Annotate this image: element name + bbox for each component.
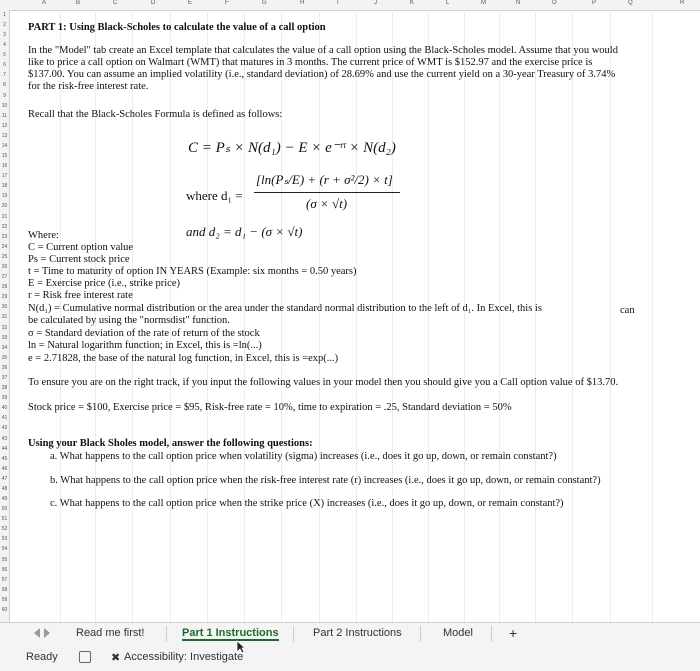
column-k[interactable]: K (410, 0, 415, 6)
can-word: can (620, 305, 635, 316)
intro-line: $137.00. You can assume an implied volatility (i.e., standard deviation) of 28.69% and use the current yield on a 30-year Treasury of 3.74% (28, 69, 616, 80)
row-number[interactable]: 24 (1, 244, 8, 250)
row-header (0, 10, 10, 622)
row-number[interactable]: 1 (3, 12, 6, 18)
definition-item: σ = Standard deviation of the rate of return of the stock (28, 328, 260, 339)
questions-heading: Using your Black Sholes model, answer the following questions: (28, 438, 313, 449)
intro-line: In the "Model" tab create an Excel template that calculates the value of a call option using the Black-Scholes model. Assume that you would (28, 45, 618, 56)
row-number[interactable]: 6 (3, 62, 6, 68)
row-number[interactable]: 40 (1, 405, 8, 411)
row-number[interactable]: 13 (1, 133, 8, 139)
ready-status: Ready (26, 651, 58, 663)
mouse-cursor-icon (236, 640, 246, 654)
row-number[interactable]: 10 (1, 103, 8, 109)
row-number[interactable]: 56 (1, 567, 8, 573)
column-o[interactable]: O (552, 0, 557, 6)
column-h[interactable]: H (300, 0, 305, 6)
row-number[interactable]: 35 (1, 355, 8, 361)
macro-record-icon[interactable] (79, 651, 91, 663)
row-number[interactable]: 20 (1, 203, 8, 209)
definition-item: t = Time to maturity of option IN YEARS (Example: six months = 0.50 years) (28, 266, 357, 277)
gridline (464, 10, 465, 622)
check-text: To ensure you are on the right track, if you input the following values in your model then you should give you a Call option value of $13.70. (28, 377, 619, 388)
row-number[interactable]: 50 (1, 506, 8, 512)
tab-scroll-left-icon[interactable] (34, 628, 40, 638)
column-d[interactable]: D (151, 0, 156, 6)
column-header (0, 0, 700, 11)
row-number[interactable]: 49 (1, 496, 8, 502)
gridline (428, 10, 429, 622)
row-number[interactable]: 17 (1, 173, 8, 179)
definition-item: ln = Natural logarithm function; in Excel, this is =ln(...) (28, 340, 262, 351)
column-c[interactable]: C (113, 0, 118, 6)
add-sheet-button[interactable]: + (509, 625, 518, 641)
row-number[interactable]: 16 (1, 163, 8, 169)
row-number[interactable]: 23 (1, 234, 8, 240)
row-number[interactable]: 9 (3, 93, 6, 99)
tab-model[interactable]: Model (443, 627, 473, 639)
column-n[interactable]: N (516, 0, 521, 6)
row-number[interactable]: 51 (1, 516, 8, 522)
column-j[interactable]: J (374, 0, 377, 6)
row-number[interactable]: 29 (1, 294, 8, 300)
row-number[interactable]: 30 (1, 304, 8, 310)
row-number[interactable]: 31 (1, 314, 8, 320)
column-g[interactable]: G (262, 0, 267, 6)
gridline (281, 10, 282, 622)
column-q[interactable]: Q (628, 0, 633, 6)
tab-divider (491, 626, 492, 642)
definition-item: N(d₁) = Cumulative normal distribution or the area under the standard normal distribution to the left of d₁. In Excel, this is (28, 303, 542, 314)
tab-divider (166, 626, 167, 642)
row-number[interactable]: 18 (1, 183, 8, 189)
row-number[interactable]: 5 (3, 52, 6, 58)
row-number[interactable]: 44 (1, 446, 8, 452)
definition-item: r = Risk free interest rate (28, 290, 133, 301)
row-number[interactable]: 38 (1, 385, 8, 391)
intro-line: for the risk-free interest rate. (28, 81, 149, 92)
row-number[interactable]: 42 (1, 425, 8, 431)
section-heading: PART 1: Using Black-Scholes to calculate the value of a call option (28, 22, 326, 33)
gridline (535, 10, 536, 622)
row-number[interactable]: 36 (1, 365, 8, 371)
column-i[interactable]: I (337, 0, 339, 6)
row-number[interactable]: 15 (1, 153, 8, 159)
d1-numerator: [ln(Pₛ/E) + (r + σ²/2) × t] (256, 172, 393, 187)
row-number[interactable]: 22 (1, 224, 8, 230)
row-number[interactable]: 7 (3, 72, 6, 78)
question-b: b. What happens to the call option price when the risk-free interest rate (r) increases (i.e., does it go up, down, or remain constant?) (50, 475, 601, 486)
row-number[interactable]: 41 (1, 415, 8, 421)
gridline (572, 10, 573, 622)
row-number[interactable]: 39 (1, 395, 8, 401)
row-number[interactable]: 46 (1, 466, 8, 472)
tab-part-2-instructions[interactable]: Part 2 Instructions (313, 627, 402, 639)
row-number[interactable]: 48 (1, 486, 8, 492)
column-p[interactable]: P (592, 0, 597, 6)
row-number[interactable]: 47 (1, 476, 8, 482)
row-number[interactable]: 45 (1, 456, 8, 462)
row-number[interactable]: 43 (1, 436, 8, 442)
gridline (652, 10, 653, 622)
tab-read-me-first[interactable]: Read me first! (76, 627, 145, 639)
intro-line: like to price a call option on Walmart (WMT) that matures in 3 months. The current price of WMT is $152.97 and the exercise price is (28, 57, 593, 68)
d2-formula: and d₂ = d₁ − (σ × √t) (186, 224, 303, 239)
row-number[interactable]: 34 (1, 345, 8, 351)
gridline (499, 10, 500, 622)
column-f[interactable]: F (225, 0, 229, 6)
row-number[interactable]: 3 (3, 32, 6, 38)
row-number[interactable]: 27 (1, 274, 8, 280)
row-number[interactable]: 11 (1, 113, 8, 119)
definition-item: E = Exercise price (i.e., strike price) (28, 278, 180, 289)
row-number[interactable]: 4 (3, 42, 6, 48)
tab-scroll-right-icon[interactable] (44, 628, 50, 638)
definition-item: e = 2.71828, the base of the natural log function, in Excel, this is =exp(...) (28, 353, 339, 364)
column-b[interactable]: B (76, 0, 81, 6)
row-number[interactable]: 21 (1, 214, 8, 220)
column-e[interactable]: E (188, 0, 193, 6)
question-c: c. What happens to the call option price when the strike price (X) increases (i.e., does it go up, down, or remain constant?) (50, 498, 564, 509)
row-number[interactable]: 12 (1, 123, 8, 129)
fraction-bar (254, 192, 400, 193)
black-scholes-formula: C = Pₛ × N(d₁) − E × e⁻ʳᵗ × N(d₂) (188, 140, 396, 156)
row-number[interactable]: 25 (1, 254, 8, 260)
row-number[interactable]: 55 (1, 557, 8, 563)
row-number[interactable]: 54 (1, 546, 8, 552)
tab-divider (420, 626, 421, 642)
tab-divider (293, 626, 294, 642)
row-number[interactable]: 28 (1, 284, 8, 290)
column-r[interactable]: R (680, 0, 685, 6)
row-number[interactable]: 14 (1, 143, 8, 149)
gridline (319, 10, 320, 622)
column-a[interactable]: A (42, 0, 47, 6)
gridline (356, 10, 357, 622)
gridline (244, 10, 245, 622)
gridline (392, 10, 393, 622)
row-number[interactable]: 26 (1, 264, 8, 270)
where-heading: Where: (28, 230, 59, 241)
accessibility-icon[interactable]: ✖ (111, 652, 121, 664)
tab-part-1-instructions[interactable]: Part 1 Instructions (182, 627, 279, 639)
definition-item: C = Current option value (28, 242, 134, 253)
row-number[interactable]: 19 (1, 193, 8, 199)
definition-item: Ps = Current stock price (28, 254, 130, 265)
definition-item: be calculated by using the "normsdist" function. (28, 315, 230, 326)
check-values: Stock price = $100, Exercise price = $95, Risk-free rate = 10%, time to expiration = .25, Standard deviation = 50% (28, 402, 512, 413)
row-number[interactable]: 2 (3, 22, 6, 28)
recall-text: Recall that the Black-Scholes Formula is defined as follows: (28, 109, 283, 120)
row-number[interactable]: 33 (1, 335, 8, 341)
row-number[interactable]: 8 (3, 82, 6, 88)
d1-denominator: (σ × √t) (306, 196, 348, 211)
row-number[interactable]: 52 (1, 526, 8, 532)
row-number[interactable]: 37 (1, 375, 8, 381)
question-a: a. What happens to the call option price when volatility (sigma) increases (i.e., does it go up, down, or remain constant?) (50, 451, 557, 462)
row-number[interactable]: 58 (1, 587, 8, 593)
where-d1-label: where d₁ = (186, 188, 243, 203)
gridline (610, 10, 611, 622)
row-number[interactable]: 32 (1, 325, 8, 331)
row-number[interactable]: 60 (1, 607, 8, 613)
column-m[interactable]: M (481, 0, 486, 6)
row-number[interactable]: 53 (1, 536, 8, 542)
row-number[interactable]: 57 (1, 577, 8, 583)
status-bar (0, 646, 700, 671)
accessibility-status[interactable]: Accessibility: Investigate (124, 651, 244, 663)
sheet-tab-bar (0, 622, 700, 647)
row-number[interactable]: 59 (1, 597, 8, 603)
column-l[interactable]: L (446, 0, 450, 6)
